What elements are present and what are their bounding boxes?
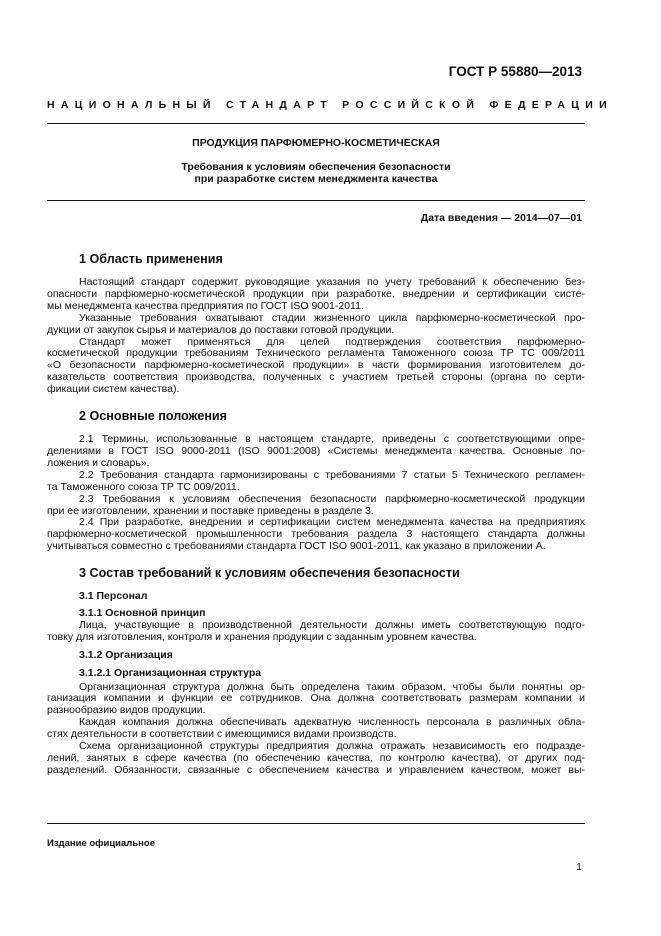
text-line: 2.2 Требования стандарта гармонизированы с требованиями 7 статьи 5 Технического регламен- — [79, 468, 585, 481]
subsection-heading: 3.1.1 Основной принцип — [79, 607, 206, 620]
title-rule — [47, 200, 585, 201]
text-line: при ее изготовлении, хранении и поставке приведены в разделе 3. — [47, 504, 374, 517]
text-line: мы менеджмента качества предприятия по ГОСТ ISO 9001-2011. — [47, 299, 364, 312]
text-line: казательств соответствия производства, полученных с участием третьей стороны (органа по серти- — [47, 371, 585, 384]
text-line: ганизация компании и функции ее сотрудников. Она должна соответствовать размерам компании и — [47, 692, 585, 705]
text-line: косметической продукции требованиям Технического регламента Таможенного союза ТР ТС 009/2011 — [47, 347, 585, 360]
text-line: стях деятельности в соответствии с имеющимися видами производств. — [47, 728, 397, 741]
text-line: 2.3 Требования к условиям обеспечения безопасности парфюмерно-косметической продукции — [79, 492, 585, 505]
text-line: Лица, участвующие в производственной деятельности должны иметь соответствующую подго- — [79, 618, 585, 631]
subtitle-line: при разработке систем менеджмента качества — [194, 173, 438, 185]
subsection-heading: 3.1 Персонал — [79, 590, 148, 603]
paragraph — [47, 313, 585, 337]
official-edition-label: Издание официальное — [47, 838, 155, 849]
text-line: разнообразию видов продукции. — [47, 704, 206, 717]
paragraph — [47, 494, 585, 518]
text-line: делениями в ГОСТ ISO 9000-2011 (ISO 9001:2008) «Системы менеджмента качества. Основные по- — [47, 444, 585, 457]
footer-rule — [47, 823, 585, 824]
text-line: Стандарт может применяться для целей подтверждения соответствия парфюмерно- — [79, 335, 585, 348]
subsection-heading: 3.1.2.1 Организационная структура — [79, 666, 262, 679]
text-line: 2.4 При разработке, внедрении и сертификации систем менеджмента качества на предприятиях — [79, 516, 585, 529]
header-rule — [47, 123, 585, 124]
text-line: учитываться совместно с требованиями стандарта ГОСТ ISO 9001-2011, как указано в приложении А. — [47, 540, 546, 553]
text-line: фикации систем качества). — [47, 383, 180, 396]
document-title: ПРОДУКЦИЯ ПАРФЮМЕРНО-КОСМЕТИЧЕСКАЯ — [192, 137, 440, 149]
paragraph — [47, 741, 585, 777]
text-line: «О безопасности парфюмерно-косметической продукции» в части формирования изготовителем до- — [47, 359, 585, 372]
paragraph — [47, 717, 585, 741]
text-line: лений, занятых в сфере качества (по обеспечению качества, по контролю качества), от других под- — [47, 752, 585, 764]
text-line: товку для изготовления, контроля и хранения продукции с заданным уровнем качества. — [47, 630, 477, 643]
text-line: Настоящий стандарт содержит руководящие указания по учету требований к обеспечению без- — [79, 276, 585, 288]
text-line: 2.1 Термины, использованные в настоящем стандарте, приведены с соответствующими опре- — [79, 433, 585, 446]
text-line: опасности парфюмерно-косметической продукции при разработке, внедрении и сертификации систе- — [47, 287, 585, 300]
section-heading-3: 3 Состав требований к условиям обеспечения безопасности — [79, 566, 460, 581]
section-heading-1: 1 Область применения — [79, 252, 223, 266]
paragraph — [47, 337, 585, 397]
section-heading-2: 2 Основные положения — [79, 409, 228, 424]
standard-number: ГОСТ Р 55880—2013 — [448, 64, 582, 79]
paragraph — [47, 682, 585, 718]
page-number: 1 — [576, 861, 582, 873]
document-subtitle — [47, 161, 585, 185]
paragraph — [47, 517, 585, 553]
paragraph — [47, 434, 585, 470]
paragraph — [47, 470, 585, 494]
subsection-heading: 3.1.2 Организация — [79, 648, 173, 661]
text-line: Схема организационной структуры предприятия должна отражать независимость его подразде- — [79, 740, 585, 753]
text-line: та Таможенного союза ТР ТС 009/2011. — [47, 480, 240, 493]
introduction-date: Дата введения — 2014—07—01 — [420, 212, 582, 224]
subtitle-line: Требования к условиям обеспечения безопасности — [181, 161, 451, 173]
text-line: Организационная структура должна быть определена таким образом, чтобы были понятны ор- — [79, 680, 585, 693]
text-line: ложения и словарь». — [47, 456, 150, 469]
text-line: разделений. Обязанности, связанные с обеспечением качества и управлением качеством, может вы- — [47, 763, 585, 776]
paragraph — [47, 620, 585, 644]
paragraph — [47, 277, 585, 313]
text-line: дукции от закупок сырья и материалов до поставки готовой продукции. — [47, 323, 395, 336]
text-line: Каждая компания должна обеспечивать адекватную численность персонала в различных обла- — [79, 716, 585, 729]
document-body — [47, 252, 585, 777]
text-line: Указанные требования охватывают стадии жизненного цикла парфюмерно-косметической про- — [79, 311, 585, 324]
text-line: парфюмерно-косметической промышленности требования раздела 3 настоящего стандарта должны — [47, 528, 585, 541]
national-standard-banner: НАЦИОНАЛЬНЫЙ СТАНДАРТ РОССИЙСКОЙ ФЕДЕРАЦИИ — [47, 99, 613, 111]
